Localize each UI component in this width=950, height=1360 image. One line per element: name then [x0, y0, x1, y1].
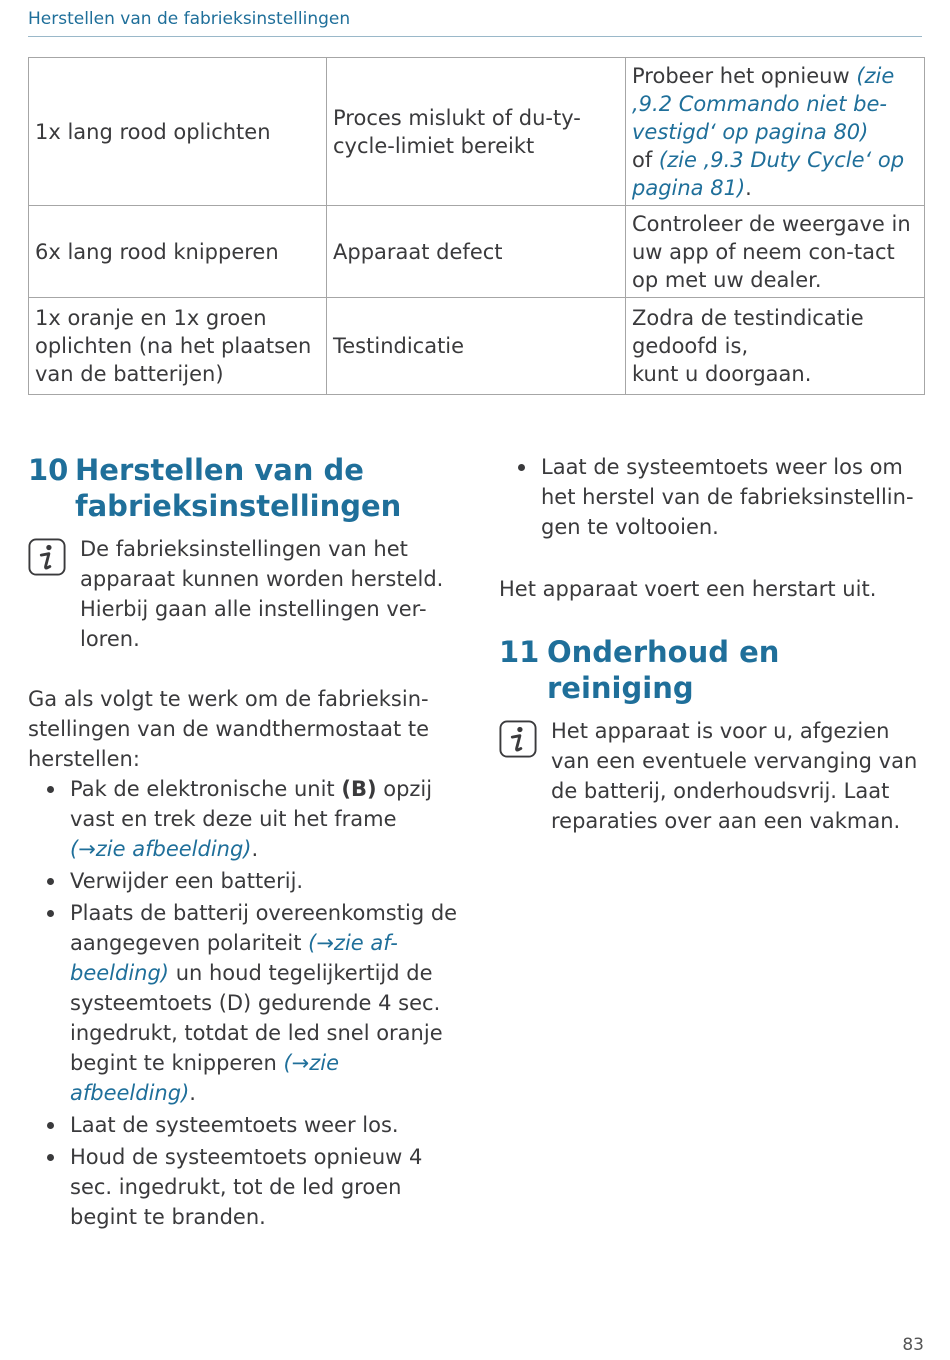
- table-cell-meaning: Proces mislukt of du-ty-cycle-limiet bereikt: [327, 58, 626, 206]
- section-title: Herstellen van de fabrieksinstellingen: [75, 453, 402, 523]
- solution-text: Zodra de testindicatie gedoofd is,: [632, 306, 864, 358]
- table-cell-solution: Controleer de weergave in uw app of neem con-tact op met uw dealer.: [626, 206, 925, 298]
- table-row: [29, 298, 925, 395]
- table-row: [29, 58, 925, 206]
- cross-reference-link[interactable]: (zie ‚9.2 Commando niet be-vestigd‘ op pagina 80): [632, 63, 895, 144]
- cross-reference-link[interactable]: (zie ‚9.3 Duty Cycle‘ op pagina 81): [632, 147, 905, 200]
- figure-reference-link[interactable]: (→zie afbeelding): [70, 1051, 340, 1105]
- table-cell-signal: 1x oranje en 1x groen oplichten (na het plaatsen van de batterijen): [29, 298, 327, 395]
- list-item: Verwijder een batterij.: [28, 866, 458, 896]
- solution-text: Probeer het opnieuw: [632, 63, 857, 88]
- step-text: Plaats de batterij overeenkomstig de aangegeven polariteit: [70, 901, 458, 955]
- table-cell-solution: [626, 298, 925, 395]
- step-text: opzij vast en trek deze uit het frame: [70, 777, 433, 831]
- component-label: (B): [341, 777, 377, 801]
- right-column: [499, 452, 924, 836]
- section-heading-11: [499, 634, 924, 706]
- table-row: [29, 206, 925, 298]
- info-icon: [28, 538, 66, 576]
- list-item: [28, 774, 458, 864]
- list-item: [28, 898, 458, 1108]
- step-text: .: [251, 837, 259, 861]
- info-note: [499, 716, 924, 836]
- section-number: 10: [28, 453, 69, 487]
- note-text: De fabrieksinstellingen van het apparaat kunnen worden hersteld. Hierbij gaan alle instellingen ver-loren.: [80, 537, 444, 651]
- steps-list: [28, 774, 458, 1232]
- section-title: Onderhoud en reiniging: [547, 635, 780, 705]
- solution-text: .: [745, 175, 752, 200]
- list-item: Laat de systeemtoets weer los om het herstel van de fabrieksinstellin-gen te voltooien.: [499, 452, 924, 542]
- info-icon: [499, 720, 537, 758]
- running-header: Herstellen van de fabrieksinstellingen: [28, 9, 351, 29]
- info-note: [28, 534, 458, 654]
- list-item: Laat de systeemtoets weer los.: [28, 1110, 458, 1140]
- table-cell-solution: [626, 58, 925, 206]
- section-number: 11: [499, 635, 540, 669]
- step-text: .: [189, 1081, 196, 1105]
- figure-reference-link[interactable]: (→zie af-beelding): [70, 931, 398, 985]
- header-divider: [28, 36, 922, 37]
- solution-text: of: [632, 147, 659, 172]
- figure-reference-link[interactable]: (→zie afbeelding): [70, 837, 252, 861]
- restart-note: Het apparaat voert een herstart uit.: [499, 577, 877, 601]
- steps-list-continued: [499, 452, 924, 542]
- left-column: [28, 452, 458, 1234]
- table-cell-meaning: Testindicatie: [327, 298, 626, 395]
- solution-text: kunt u doorgaan.: [632, 362, 812, 386]
- table-cell-signal: 1x lang rood oplichten: [29, 58, 327, 206]
- table-cell-signal: 6x lang rood knipperen: [29, 206, 327, 298]
- led-signal-table: [28, 57, 925, 395]
- step-text: Pak de elektronische unit: [70, 777, 342, 801]
- instructions-intro: Ga als volgt te werk om de fabrieksin-stellingen van de wandthermostaat te herstellen:: [28, 687, 430, 771]
- list-item: Houd de systeemtoets opnieuw 4 sec. ingedrukt, tot de led groen begint te branden.: [28, 1142, 458, 1232]
- table-cell-meaning: Apparaat defect: [327, 206, 626, 298]
- page-number: 83: [902, 1335, 924, 1355]
- step-text: un houd tegelijkertijd de systeemtoets (D) gedurende 4 sec. ingedrukt, totdat de led snel oranje begint te knipperen: [70, 961, 443, 1075]
- note-text: Het apparaat is voor u, afgezien van een eventuele vervanging van de batterij, onderhoudsvrij. Laat reparaties over aan een vakman.: [551, 719, 918, 833]
- section-heading-10: [28, 452, 458, 524]
